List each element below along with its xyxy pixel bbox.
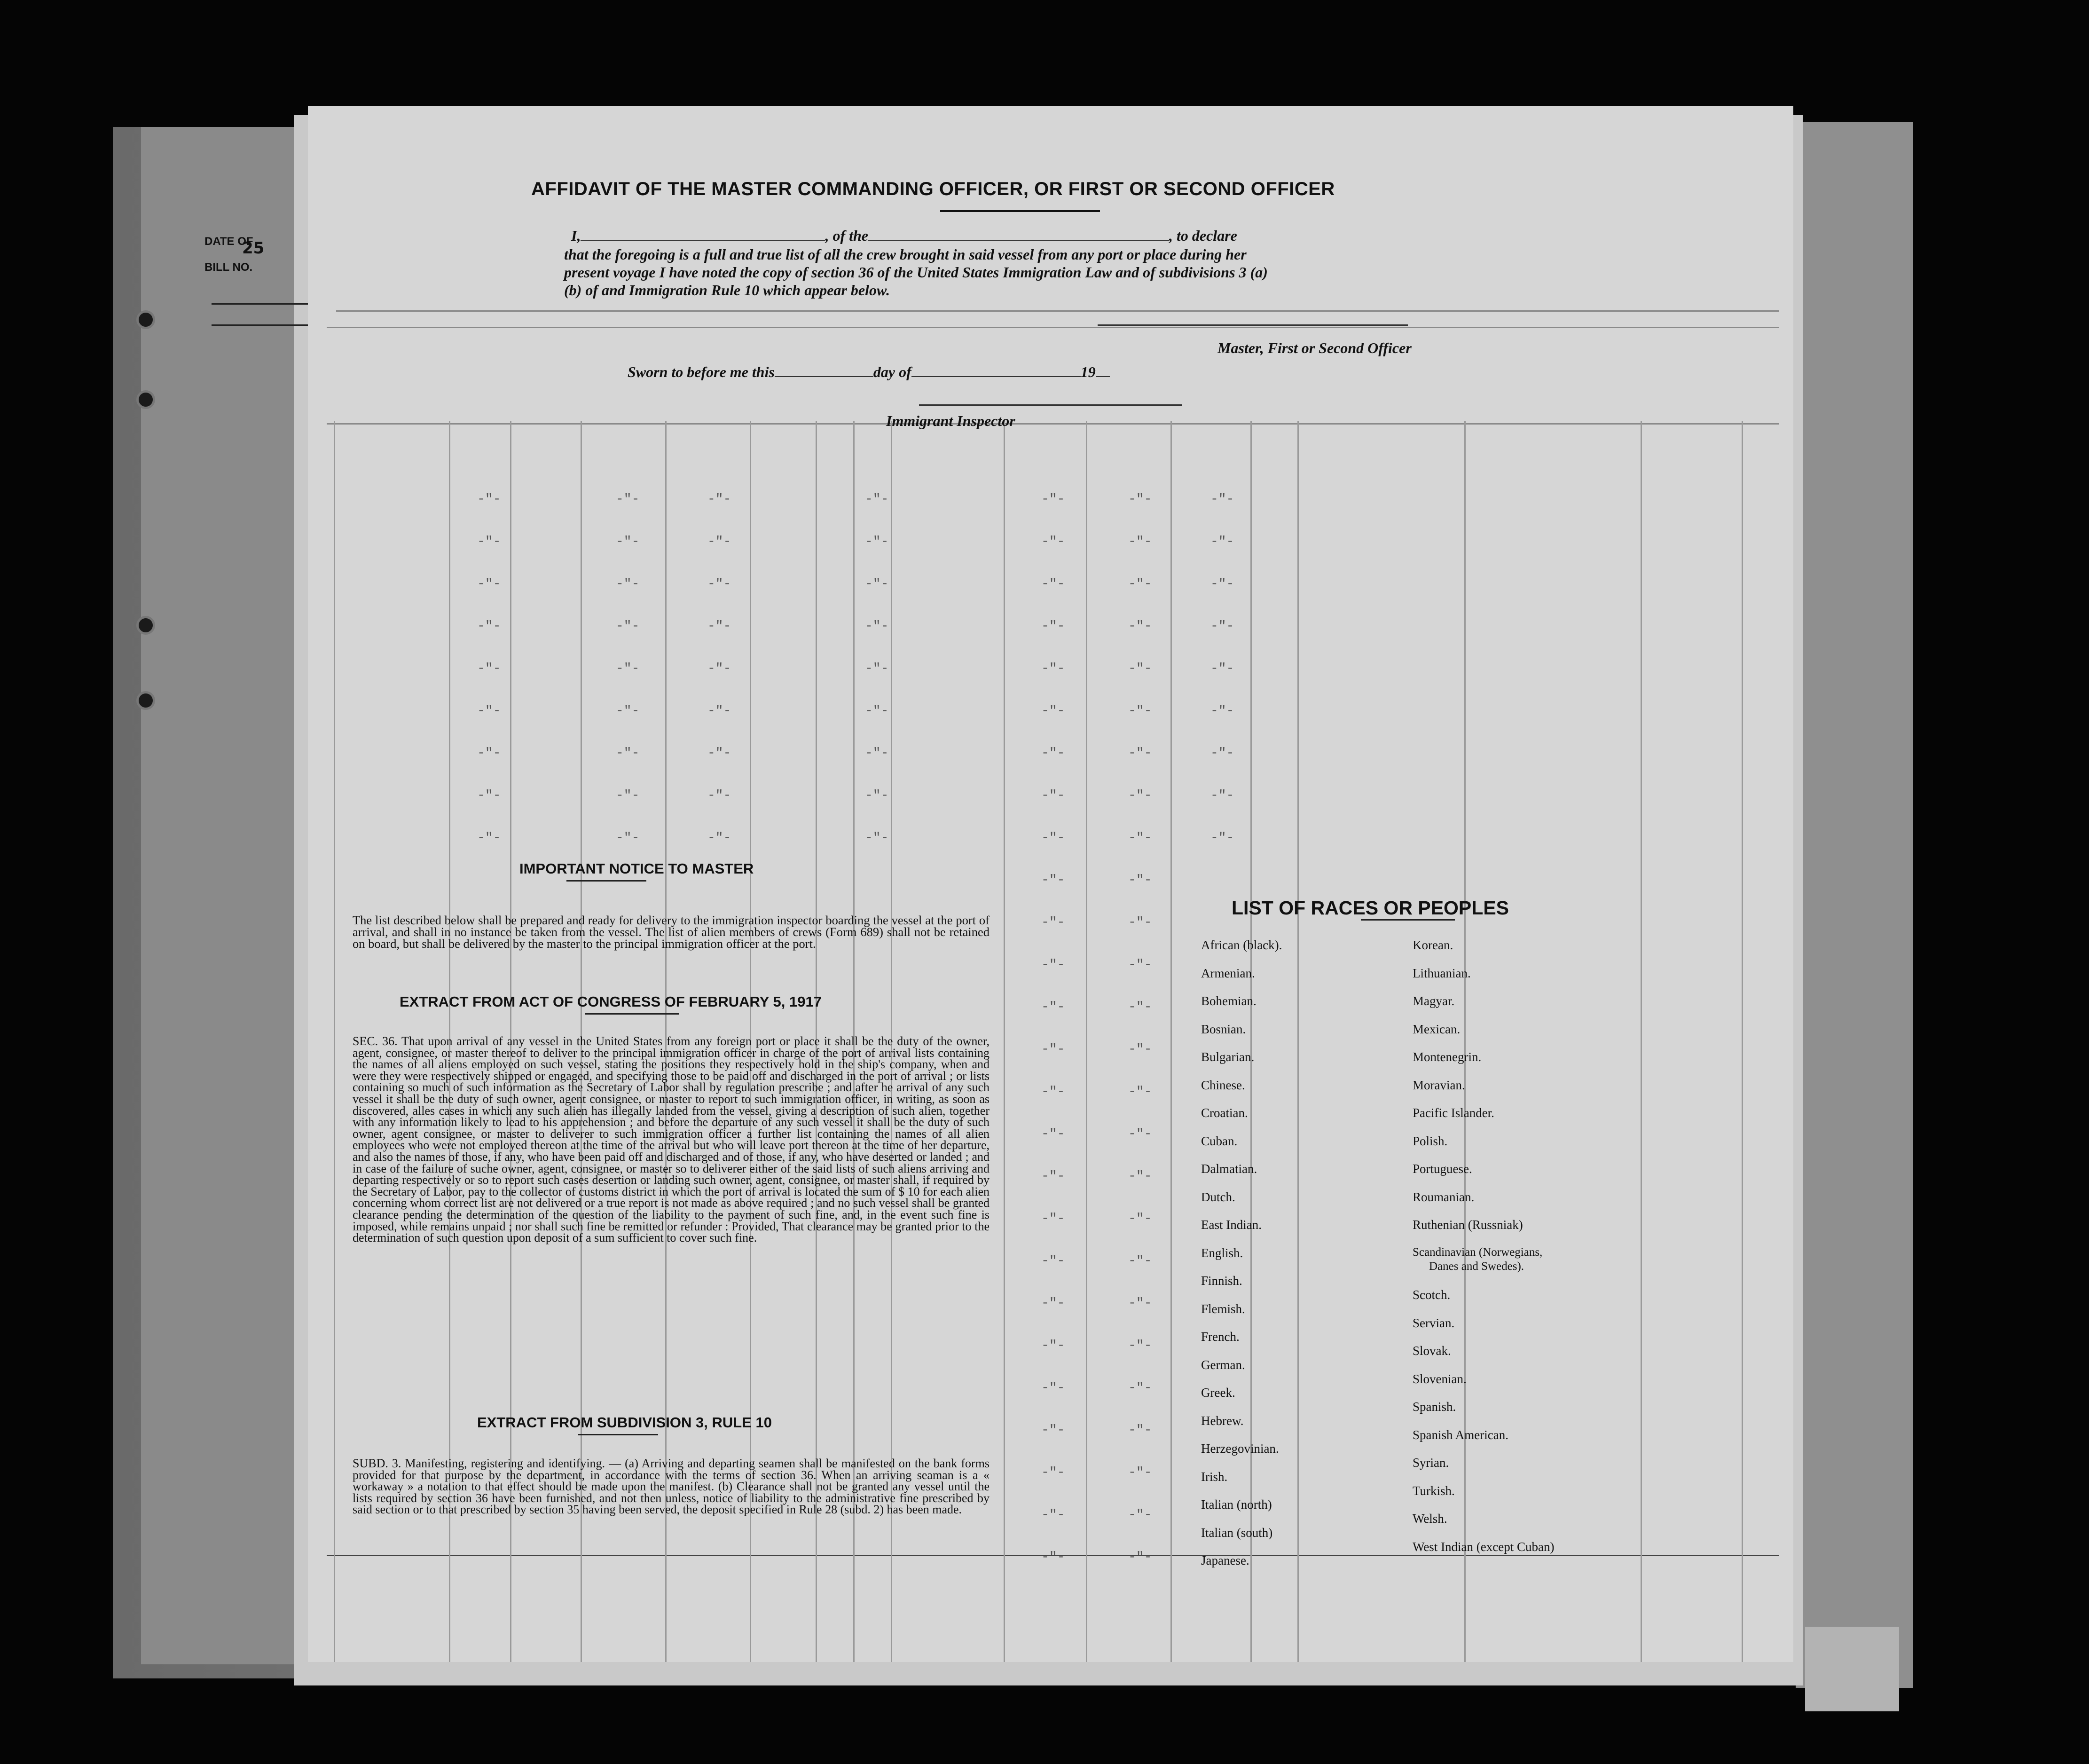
race-item: Greek. [1201, 1386, 1235, 1400]
ditto-mark: -"- [1128, 1381, 1152, 1395]
ditto-mark: -"- [1128, 1254, 1152, 1268]
affidavit-line2: that the foregoing is a full and true list of all the crew brought in said vessel from any port or place during her [564, 246, 1247, 263]
table-col-rule [1297, 421, 1299, 1662]
affidavit-line4: (b) of and Immigration Rule 10 which appear below. [564, 282, 890, 299]
extract-act-title: EXTRACT FROM ACT OF CONGRESS OF FEBRUARY 5, 1917 [400, 993, 822, 1010]
extract-rule-underline [578, 1434, 658, 1435]
race-item: Slovak. [1413, 1344, 1451, 1358]
ditto-mark: -"- [477, 788, 501, 803]
affidavit-line1 [571, 227, 1237, 244]
ditto-mark: -"- [1210, 492, 1234, 507]
ditto-mark: -"- [707, 831, 731, 845]
race-item: Pacific Islander. [1413, 1106, 1494, 1120]
name-blank[interactable] [581, 228, 825, 241]
ditto-mark: -"- [616, 577, 640, 591]
ditto-mark: -"- [1041, 1381, 1065, 1395]
ditto-mark: -"- [1041, 831, 1065, 845]
ditto-mark: -"- [1041, 1339, 1065, 1353]
ditto-mark: -"- [477, 492, 501, 507]
ditto-mark: -"- [1128, 958, 1152, 972]
extract-rule-title: EXTRACT FROM SUBDIVISION 3, RULE 10 [477, 1414, 772, 1431]
race-item: Finnish. [1201, 1274, 1242, 1288]
race-item: Turkish. [1413, 1483, 1455, 1498]
race-item: Ruthenian (Russniak) [1413, 1218, 1523, 1232]
race-item: African (black). [1201, 938, 1282, 952]
affidavit-to-declare: , to declare [1169, 227, 1237, 244]
ditto-mark: -"- [1041, 1296, 1065, 1311]
ditto-mark: -"- [477, 662, 501, 676]
ditto-mark: -"- [1210, 746, 1234, 761]
stamp-number: 25 [242, 239, 265, 258]
table-col-rule [1004, 421, 1005, 1662]
ditto-mark: -"- [616, 746, 640, 761]
ditto-mark: -"- [865, 788, 889, 803]
table-col-rule [1170, 421, 1172, 1662]
ditto-mark: -"- [1041, 873, 1065, 888]
ditto-mark: -"- [1128, 1042, 1152, 1057]
race-item: Korean. [1413, 938, 1453, 952]
ditto-mark: -"- [1128, 788, 1152, 803]
table-col-rule [1742, 421, 1743, 1662]
race-item: Japanese. [1201, 1553, 1249, 1567]
ditto-mark: -"- [1041, 577, 1065, 591]
ditto-mark: -"- [1210, 662, 1234, 676]
ditto-mark: -"- [1128, 1085, 1152, 1099]
race-item: Scandinavian (Norwegians, [1413, 1245, 1543, 1259]
race-item: English. [1201, 1245, 1243, 1260]
ditto-mark: -"- [707, 662, 731, 676]
race-item: Scotch. [1413, 1288, 1451, 1302]
race-item: Magyar. [1413, 994, 1455, 1008]
ditto-mark: -"- [616, 662, 640, 676]
ditto-mark: -"- [477, 746, 501, 761]
ditto-mark: -"- [1041, 1254, 1065, 1268]
ditto-mark: -"- [616, 619, 640, 634]
ditto-mark: -"- [1128, 1423, 1152, 1438]
ditto-mark: -"- [1128, 915, 1152, 930]
races-underline [1361, 919, 1455, 921]
ditto-mark: -"- [1210, 704, 1234, 718]
ditto-mark: -"- [1128, 873, 1152, 888]
ditto-mark: -"- [1128, 577, 1152, 591]
race-item: Chinese. [1201, 1078, 1245, 1092]
table-col-rule [1250, 421, 1252, 1662]
ditto-mark: -"- [1041, 1212, 1065, 1226]
ditto-mark: -"- [1041, 704, 1065, 718]
ditto-mark: -"- [1041, 619, 1065, 634]
ditto-mark: -"- [1128, 619, 1152, 634]
ditto-mark: -"- [1128, 492, 1152, 507]
race-item: German. [1201, 1357, 1245, 1372]
ditto-mark: -"- [1128, 704, 1152, 718]
race-item: Bulgarian. [1201, 1050, 1255, 1064]
day-blank[interactable] [775, 364, 873, 377]
race-item: Danes and Swedes). [1429, 1260, 1524, 1273]
ditto-mark: -"- [865, 704, 889, 718]
ditto-mark: -"- [616, 704, 640, 718]
year-blank[interactable] [1096, 364, 1110, 377]
ditto-mark: -"- [1128, 1127, 1152, 1142]
ditto-mark: -"- [1128, 535, 1152, 549]
ditto-mark: -"- [1128, 1212, 1152, 1226]
race-item: Slovenian. [1413, 1371, 1467, 1386]
ditto-mark: -"- [707, 619, 731, 634]
ditto-mark: -"- [1128, 1465, 1152, 1480]
ditto-mark: -"- [1128, 1000, 1152, 1015]
ditto-mark: -"- [1210, 831, 1234, 845]
race-item: East Indian. [1201, 1218, 1262, 1232]
race-item: West Indian (except Cuban) [1413, 1539, 1555, 1554]
extract-act-underline [585, 1013, 679, 1015]
ditto-mark: -"- [707, 535, 731, 549]
ditto-mark: -"- [1128, 1339, 1152, 1353]
race-item: Herzegovinian. [1201, 1441, 1279, 1456]
ditto-mark: -"- [1210, 619, 1234, 634]
table-rule [336, 310, 1779, 312]
affidavit-page [308, 106, 1793, 1662]
table-col-rule [1464, 421, 1466, 1662]
ditto-mark: -"- [865, 662, 889, 676]
ditto-mark: -"- [1041, 915, 1065, 930]
inspector-line[interactable] [919, 404, 1182, 406]
ditto-mark: -"- [1128, 1508, 1152, 1522]
races-title: LIST OF RACES OR PEOPLES [1232, 897, 1509, 919]
under-sheet-right-corner [1805, 1627, 1899, 1711]
ditto-mark: -"- [616, 831, 640, 845]
race-item: Servian. [1413, 1315, 1455, 1330]
ditto-mark: -"- [1128, 1296, 1152, 1311]
ditto-mark: -"- [707, 788, 731, 803]
ditto-mark: -"- [1041, 958, 1065, 972]
ditto-mark: -"- [1041, 1423, 1065, 1438]
ditto-mark: -"- [616, 788, 640, 803]
ditto-mark: -"- [477, 704, 501, 718]
race-item: French. [1201, 1330, 1240, 1344]
ditto-mark: -"- [616, 492, 640, 507]
race-item: Cuban. [1201, 1134, 1238, 1148]
ditto-mark: -"- [865, 492, 889, 507]
stamp-bill-label: BILL NO. [204, 261, 253, 274]
ditto-mark: -"- [1041, 1550, 1065, 1565]
binder-hole [136, 691, 155, 710]
notice-underline [566, 880, 646, 882]
ditto-mark: -"- [865, 535, 889, 549]
ditto-mark: -"- [865, 746, 889, 761]
affidavit-title: AFFIDAVIT OF THE MASTER COMMANDING OFFICER, OR FIRST OR SECOND OFFICER [531, 179, 1335, 199]
notice-title: IMPORTANT NOTICE TO MASTER [519, 860, 754, 877]
race-item: Dalmatian. [1201, 1162, 1257, 1176]
ditto-mark: -"- [1128, 746, 1152, 761]
ditto-mark: -"- [1041, 788, 1065, 803]
race-item: Portuguese. [1413, 1162, 1472, 1176]
sworn-text: Sworn to before me this [628, 363, 775, 380]
table-rule [327, 423, 1779, 425]
stamp-date-label: DATE OF [204, 235, 253, 248]
ditto-mark: -"- [1041, 746, 1065, 761]
race-item: Italian (south) [1201, 1525, 1273, 1540]
year-prefix: 19 [1080, 363, 1096, 380]
race-item: Bosnian. [1201, 1022, 1246, 1036]
race-item: Spanish American. [1413, 1427, 1508, 1442]
ditto-mark: -"- [1210, 535, 1234, 549]
ditto-mark: -"- [707, 577, 731, 591]
table-col-rule [1086, 421, 1087, 1662]
signature-label: Master, First or Second Officer [1217, 339, 1412, 356]
affidavit-of-the: , of the [825, 227, 868, 244]
race-item: Bohemian. [1201, 994, 1257, 1008]
race-item: Syrian. [1413, 1456, 1449, 1470]
binder-hole [136, 616, 155, 635]
race-item: Mexican. [1413, 1022, 1461, 1036]
ditto-mark: -"- [865, 619, 889, 634]
ditto-mark: -"- [1210, 577, 1234, 591]
binder-hole [136, 390, 155, 409]
table-rule [327, 327, 1779, 328]
race-item: Montenegrin. [1413, 1050, 1482, 1064]
ditto-mark: -"- [707, 746, 731, 761]
ditto-mark: -"- [1041, 1042, 1065, 1057]
ditto-mark: -"- [1210, 788, 1234, 803]
ditto-mark: -"- [1128, 1550, 1152, 1565]
ditto-mark: -"- [707, 704, 731, 718]
day-of-text: day of [873, 363, 911, 380]
race-item: Armenian. [1201, 966, 1255, 980]
affidavit-i: I, [571, 227, 581, 244]
ditto-mark: -"- [1041, 1465, 1065, 1480]
ditto-mark: -"- [1041, 1508, 1065, 1522]
binder-hole [136, 310, 155, 329]
affidavit-line3: present voyage I have noted the copy of section 36 of the United States Immigration Law and of subdivisions 3 (a) [564, 264, 1268, 281]
ditto-mark: -"- [477, 619, 501, 634]
table-col-rule [334, 421, 335, 1662]
race-item: Spanish. [1413, 1400, 1456, 1414]
table-col-rule [1641, 421, 1642, 1662]
ditto-mark: -"- [1041, 1085, 1065, 1099]
ditto-mark: -"- [865, 831, 889, 845]
race-item: Moravian. [1413, 1078, 1465, 1092]
extract-act-body: SEC. 36. That upon arrival of any vessel in the United States from any foreign port or place it shall be the duty of the owner, agent, consignee, or master thereof to deliver to the principal immigration officer in charge of the port of arrival lists containing the names of all aliens employed on such vessel, stating the positions they respectively hold in the ship's company, when and were they were respectively shipped or engaged, and specifying those to be paid off and discharged in the port of arrival ; or lists containing so much of such information as the Secretary of Labor shall by regulation prescribe ; and after he arrival of any such vessel it shall be the duty of such owner, agent consignee, or master to report to such immigration officer, in writing, as soon as discovered, alles cases in which any such alien has illegally landed from the vessel, giving a description of such alien, together with any information likely to lead to his apprehension ; and before the departure of any such vessel it shall be the duty of such owner, agent consignee, or master to deliverer to such immigration officer a further list containing the names of all alien employees who were not employed thereon at the time of the arrival but who will leave port thereon at the time of her departure, and also the names of those, if any, who have been paid off and discharged and of those, if any, who have deserted or landed ; and in case of the failure of suche owner, agent, consignee, or master so to deliverer either of the said lists of such aliens arriving and departing respectively or so to report such cases desertion or landing such owner, agent, consignee, or master shall, if required by the Secretary of Labor, pay to the collector of customs district in which the port of arrival is located the sum of $ 10 for each alien concerning whom correct list are not delivered or a true report is not made as above required ; and no such vessel shall be granted clearance pending the determination of the question of the liability to the payment of such fine, and, in the event such fine is imposed, while remains unpaid ; nor shall such fine be remitted or refunder : Provided, That clearance may be granted prior to the determination of such question upon deposit of a sum sufficient to cover such fine. [353, 1034, 990, 1245]
ditto-mark: -"- [865, 577, 889, 591]
ditto-mark: -"- [477, 535, 501, 549]
ditto-mark: -"- [616, 535, 640, 549]
ditto-mark: -"- [1041, 492, 1065, 507]
race-item: Lithuanian. [1413, 966, 1471, 980]
notice-body: The list described below shall be prepared and ready for delivery to the immigration inspector boarding the vessel at the port of arrival, and shall in no instance be taken from the vessel. The list of alien members of crews (Form 689) shall not be retained on board, but shall be delivered by the master to the principal immigration officer at the port. [353, 913, 990, 951]
inspector-label: Immigrant Inspector [886, 412, 1015, 429]
race-item: Dutch. [1201, 1189, 1235, 1204]
ditto-mark: -"- [1041, 1169, 1065, 1184]
ditto-mark: -"- [1128, 1169, 1152, 1184]
race-item: Croatian. [1201, 1106, 1248, 1120]
ditto-mark: -"- [477, 831, 501, 845]
race-item: Flemish. [1201, 1301, 1245, 1316]
ditto-mark: -"- [1128, 662, 1152, 676]
race-item: Italian (north) [1201, 1497, 1272, 1512]
vessel-blank[interactable] [868, 228, 1169, 241]
race-item: Polish. [1413, 1134, 1448, 1148]
ditto-mark: -"- [1041, 535, 1065, 549]
ditto-mark: -"- [1041, 1127, 1065, 1142]
under-sheet-right [1796, 122, 1913, 1688]
race-item: Roumanian. [1413, 1189, 1475, 1204]
ditto-mark: -"- [707, 492, 731, 507]
extract-rule-body: SUBD. 3. Manifesting, registering and identifying. — (a) Arriving and departing seamen shall be manifested on the bank forms provided for that purpose by the department, in accordance with the terms of section 36. When an arriving seaman is a « workaway » a notation to that effect should be made upon the manifest. (b) Clearance shall not be granted any vessel until the lists required by section 36 have been furnished, and not then unless, notice of liability to the administrative fine prescribed by said section or to that prescribed by section 35 having been served, the deposit specified in Rule 28 (subd. 2) has been made. [353, 1457, 990, 1517]
ditto-mark: -"- [1041, 662, 1065, 676]
month-blank[interactable] [911, 364, 1081, 377]
race-item: Irish. [1201, 1469, 1228, 1484]
signature-line[interactable] [1098, 324, 1408, 326]
race-item: Hebrew. [1201, 1413, 1244, 1428]
ditto-mark: -"- [477, 577, 501, 591]
title-underline [940, 210, 1100, 212]
ditto-mark: -"- [1128, 831, 1152, 845]
race-item: Welsh. [1413, 1512, 1447, 1526]
sworn-line [628, 363, 1110, 381]
ditto-mark: -"- [1041, 1000, 1065, 1015]
